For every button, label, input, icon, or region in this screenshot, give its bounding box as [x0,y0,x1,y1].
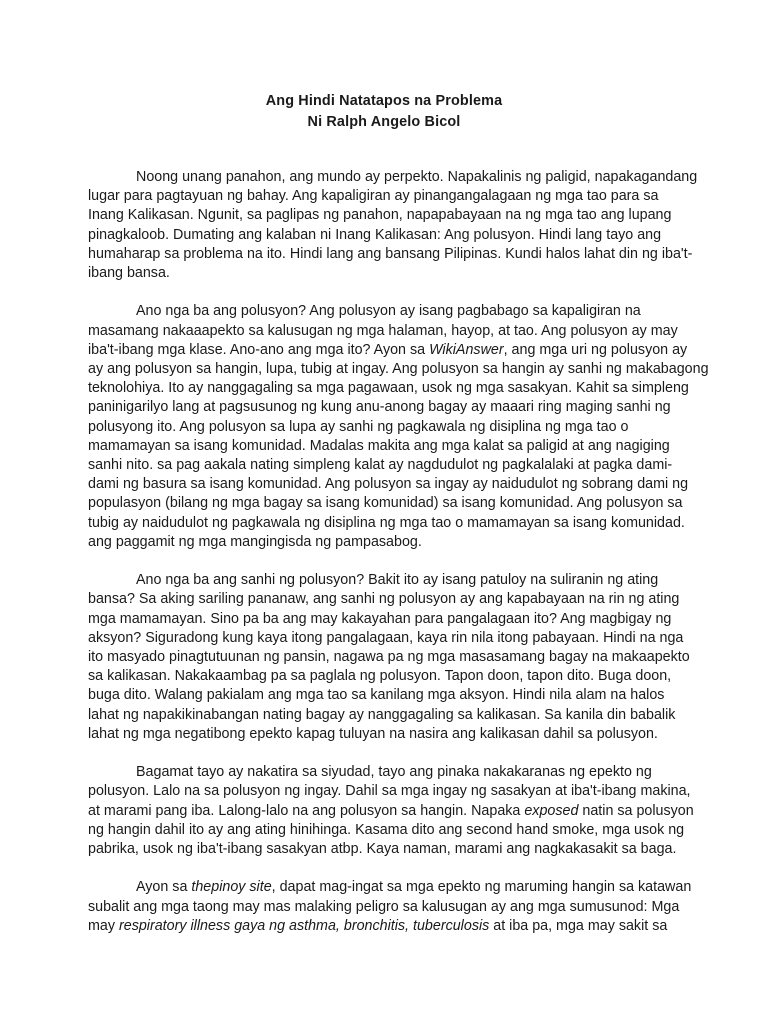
text-segment: may [88,917,119,934]
text-line: ibang bansa. [88,265,170,282]
text-segment: , dapat mag-ingat sa mga epekto ng maruming hangin sa katawan [271,879,692,896]
text-segment: at marami pang iba. Lalong-lalo na ang polusyon sa hangin. Napaka [88,802,525,819]
text-line: Ano nga ba ang polusyon? Ang polusyon ay isang pagbabago sa kapaligiran na [136,303,641,320]
text-line: tubig ay naidudulot ng pagkawala ng disiplina ng mga tao o mamamayan sa isang komunidad. [88,514,685,531]
author-line: Ni Ralph Angelo Bicol [307,113,461,130]
text-line: lahat ng napakikinabangan nating bagay ay nanggagaling sa kalikasan. Sa kanila din babalik [88,706,676,723]
text-line: ng hangin dahil ito ay ang ating hinihinga. Kasama dito ang second hand smoke, mga usok ng [88,821,685,838]
text-segment: at iba pa, mga may sakit sa [489,917,668,934]
text-line: mamamayan sa isang komunidad. Madalas makita ang mga kalat sa paligid at ang nagiging [88,437,670,454]
text-line: polusyong ito. Ang polusyon sa lupa ay sanhi ng pagkawala ng disiplina ng mga tao o [88,418,629,435]
text-line: lugar para pagtayuan ng bahay. Ang kapaligiran ay pinangangalagaan ng mga tao para sa [88,188,659,205]
paragraph-1 [88,168,698,283]
text-line: Ano nga ba ang sanhi ng polusyon? Bakit ito ay isang patuloy na suliranin ng ating [136,572,659,589]
text-line: buga dito. Walang pakialam ang mga tao sa kanilang mga aksyon. Hindi nila alam na halos [88,687,665,704]
text-line: aksyon? Siguradong kung kaya itong pangalagaan, kaya rin nila itong pabayaan. Hindi na nga [88,629,684,646]
body-text [88,168,709,955]
text-line: populasyon (bilang ng mga bagay sa isang komunidad) sa isang komunidad. Ang polusyon sa [88,495,683,512]
text-line: sanhi nito. sa pag aakala nating simpleng kalat ay nagdudulot ng pagkalalaki at pagka dami- [88,457,673,474]
paragraph-4 [88,763,694,859]
text-line: pabrika, usok ng iba't-ibang sasakyan atbp. Kaya naman, marami ang nagkakasakit sa baga. [88,841,677,858]
text-segment: iba't-ibang mga klase. Ano-ano ang mga ito? Ayon sa [88,341,430,358]
document-title: Ang Hindi Natatapos na Problema [265,93,503,109]
paragraph-5 [88,878,692,936]
text-line [88,341,688,360]
paragraph-3 [88,571,690,744]
text-segment: Ayon sa [136,879,192,896]
text-line: Noong unang panahon, ang mundo ay perpekto. Napakalinis ng paligid, napakagandang [136,169,698,185]
text-line [88,802,694,821]
text-line: mga mamamayan. Sino pa ba ang may kakayahan para pangalagaan ito? Ang magbigay ng [88,610,672,627]
title-block [0,91,768,132]
text-line: teknolohiya. Ito ay nanggagaling sa mga pagawaan, usok ng mga sasakyan. Kahit sa simpleng [88,380,689,397]
text-line: Inang Kalikasan. Ngunit, sa paglipas ng panahon, napapabayaan na ng mga tao ang lupang [88,207,672,224]
text-line: ay ang polusyon sa hangin, lupa, tubig at ingay. Ang polusyon sa hangin ay sanhi ng makabagong [88,361,709,378]
source-name-thepinoy-site: thepinoy site [191,879,272,896]
text-line: paninigarilyo lang at pagsusunog ng kung anu-anong bagay ay maaari ring maging sanhi ng [88,399,671,416]
text-line: polusyon. Lalo na sa polusyon ng ingay. Dahil sa mga ingay ng sasakyan at iba't-ibang makina, [88,783,691,800]
text-line: ang paggamit ng mga mangingisda ng pampasabog. [88,533,422,550]
source-name-wikianswer: WikiAnswer [429,341,504,358]
paragraph-2 [88,302,709,552]
text-segment: natin sa polusyon [578,802,694,819]
text-line: dami ng basura sa isang komunidad. Ang polusyon sa ingay ay naidudulot ng sobrang dami ng [88,476,689,493]
text-line [88,878,692,897]
text-segment: , ang mga uri ng polusyon ay [503,341,688,358]
text-line: lahat ng mga negatibong epekto kapag tuluyan na nasira ang kalikasan dahil sa polusyon. [88,725,658,742]
text-line: ito masyado pinagtutuunan ng pansin, nagawa pa ng mga masasamang bagay na makaapekto [88,649,690,666]
text-line: humaharap sa problema na ito. Hindi lang ang bansang Pilipinas. Kundi halos lahat din ng iba't- [88,245,693,262]
text-line: bansa? Sa aking sariling pananaw, ang sanhi ng polusyon ay ang kapabayaan na rin ng ating [88,591,680,608]
text-line: Bagamat tayo ay nakatira sa siyudad, tayo ang pinaka nakakaranas ng epekto ng [136,764,652,781]
text-line: pinagkaloob. Dumating ang kalaban ni Inang Kalikasan: Ang polusyon. Hindi lang tayo ang [88,226,662,243]
text-line: masamang nakaaapekto sa kalusugan ng mga halaman, hayop, at tao. Ang polusyon ay may [88,322,678,339]
emphasis-illness-list: respiratory illness gaya ng asthma, bronchitis, tuberculosis [118,917,490,934]
emphasis-exposed: exposed [524,802,579,819]
text-line: sa kalikasan. Nakakaambag pa sa paglala ng polusyon. Tapon doon, tapon dito. Buga doon, [88,668,672,685]
text-line [88,917,682,936]
text-line: subalit ang mga taong may mas malaking peligro sa kalusugan ay ang mga sumusunod: Mga [88,898,680,915]
